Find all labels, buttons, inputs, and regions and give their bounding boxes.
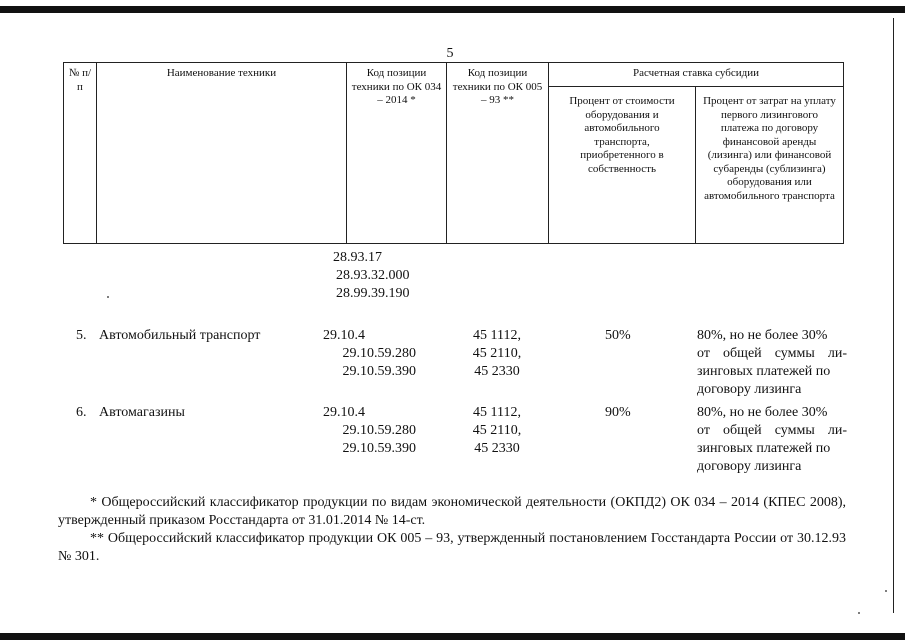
lease-line: зинговых платежей по bbox=[697, 441, 831, 456]
lease-line: зинговых платежей по bbox=[697, 364, 831, 379]
scan-speck bbox=[107, 296, 109, 298]
code-line: 29.10.59.280 bbox=[342, 346, 416, 361]
code-line: 29.10.4 bbox=[323, 328, 365, 343]
header-rate-lease: Процент от затрат на уплату первого лизингового платежа по договору финансовой аренды (лизинга) или финансовой субаренды (сублизинга) оборудования или автомобильного транспорта bbox=[696, 87, 844, 244]
page-number: 5 bbox=[446, 46, 454, 61]
footnote-okpd: * Общероссийский классификатор продукции по видам экономической деятельности (ОКПД2) ОК 034 – 2014 (КПЕС 2008), утвержденный приказом Росстандарта от 31.01.2014 № 14-ст. bbox=[58, 495, 846, 528]
footnote-okp: ** Общероссийский классификатор продукции ОК 005 – 93, утвержденный постановлением Госстандарта России от 30.12.93 № 301. bbox=[58, 531, 846, 564]
row-okp-codes bbox=[458, 404, 536, 458]
row-okp-codes bbox=[458, 327, 536, 381]
row-rate-lease bbox=[697, 327, 847, 399]
lease-line: договору лизинга bbox=[697, 382, 802, 397]
code-line: 45 2110, bbox=[472, 346, 522, 361]
lease-line: 80%, но не более 30% bbox=[697, 328, 828, 343]
code-line: 29.10.59.390 bbox=[342, 364, 416, 379]
scan-speck bbox=[885, 590, 887, 592]
continuation-codes bbox=[333, 249, 410, 303]
lease-line: договору лизинга bbox=[697, 459, 802, 474]
header-okp-code: Код позиции техники по ОК 005 – 93 ** bbox=[447, 63, 549, 244]
code-line: 45 2330 bbox=[474, 441, 520, 456]
lease-line: 80%, но не более 30% bbox=[697, 405, 828, 420]
lease-line: от общей суммы ли- bbox=[697, 346, 847, 361]
header-num: № п/п bbox=[64, 63, 97, 244]
table-header bbox=[63, 62, 844, 244]
code-line: 28.93.17 bbox=[333, 250, 382, 265]
header-subsidy-rate: Расчетная ставка субсидии bbox=[549, 63, 844, 87]
row-rate-own: 50% bbox=[605, 328, 631, 343]
code-line: 45 1112, bbox=[473, 328, 521, 343]
code-line: 45 2110, bbox=[472, 423, 522, 438]
row-name: Автомобильный транспорт bbox=[99, 328, 261, 343]
header-okpd-code: Код позиции техники по ОК 034 – 2014 * bbox=[347, 63, 447, 244]
row-okpd-codes bbox=[323, 404, 416, 458]
scan-speck bbox=[858, 612, 860, 614]
code-line: 29.10.59.390 bbox=[342, 441, 416, 456]
row-name: Автомагазины bbox=[99, 405, 185, 420]
row-okpd-codes bbox=[323, 327, 416, 381]
row-number: 5. bbox=[76, 328, 87, 343]
row-rate-own: 90% bbox=[605, 405, 631, 420]
code-line: 28.93.32.000 bbox=[336, 268, 410, 283]
row-rate-lease bbox=[697, 404, 847, 476]
header-name: Наименование техники bbox=[97, 63, 347, 244]
code-line: 28.99.39.190 bbox=[336, 286, 410, 301]
scan-right-edge bbox=[893, 18, 894, 613]
code-line: 29.10.4 bbox=[323, 405, 365, 420]
code-line: 45 2330 bbox=[474, 364, 520, 379]
header-rate-own: Процент от стоимости оборудования и автомобильного транспорта, приобретенного в собственность bbox=[549, 87, 696, 244]
code-line: 45 1112, bbox=[473, 405, 521, 420]
row-number: 6. bbox=[76, 405, 87, 420]
scan-bottom-border bbox=[0, 633, 905, 640]
lease-line: от общей суммы ли- bbox=[697, 423, 847, 438]
scan-top-border bbox=[0, 6, 905, 13]
code-line: 29.10.59.280 bbox=[342, 423, 416, 438]
